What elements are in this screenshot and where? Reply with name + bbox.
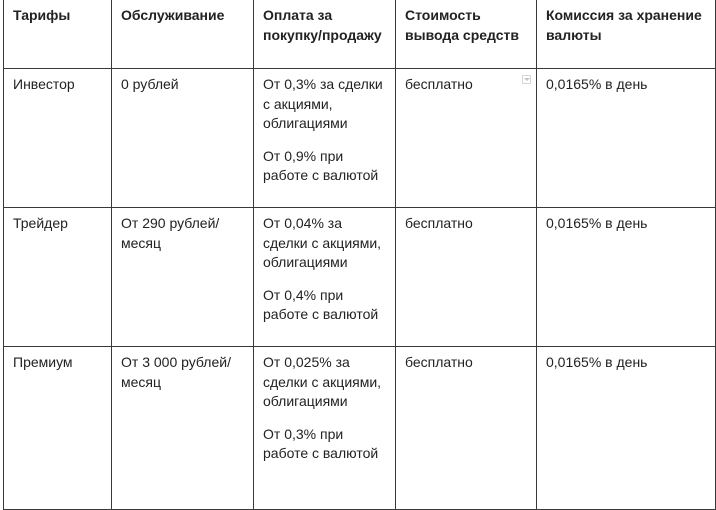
- cell-currency-storage: 0,0165% в день: [537, 347, 716, 510]
- cell-tariff: Премиум: [4, 347, 112, 510]
- cell-trade-fee: [254, 208, 396, 347]
- trade-fee-currency: От 0,4% при работе с валютой: [263, 286, 379, 322]
- trade-fee-currency: От 0,3% при работе с валютой: [263, 425, 379, 461]
- header-withdrawal: Стоимость вывода средств: [396, 0, 537, 69]
- cell-currency-storage: 0,0165% в день: [537, 69, 716, 208]
- trade-fee-stocks: От 0,04% за сделки с акциями, облигациями: [263, 215, 382, 270]
- header-tariffs: Тарифы: [4, 0, 112, 69]
- cell-withdrawal: [396, 69, 537, 208]
- header-trade-fee: Оплата за покупку/продажу: [254, 0, 396, 69]
- cell-currency-storage: 0,0165% в день: [537, 208, 716, 347]
- trade-fee-stocks: От 0,3% за сделки с акциями, облигациями: [263, 76, 383, 131]
- chevron-down-icon[interactable]: [522, 75, 531, 84]
- cell-tariff: Инвестор: [4, 69, 112, 208]
- tariffs-table: [3, 0, 716, 510]
- header-currency-storage: Комиссия за хранение валюты: [537, 0, 716, 69]
- table-header-row: [4, 0, 716, 69]
- withdrawal-value: бесплатно: [405, 76, 473, 92]
- cell-service: От 290 рублей/месяц: [112, 208, 254, 347]
- cell-service: 0 рублей: [112, 69, 254, 208]
- table-row-investor: [4, 69, 716, 208]
- cell-trade-fee: [254, 69, 396, 208]
- cell-withdrawal: бесплатно: [396, 347, 537, 510]
- cell-trade-fee: [254, 347, 396, 510]
- cell-tariff: Трейдер: [4, 208, 112, 347]
- trade-fee-currency: От 0,9% при работе с валютой: [263, 147, 379, 183]
- cell-withdrawal: бесплатно: [396, 208, 537, 347]
- trade-fee-stocks: От 0,025% за сделки с акциями, облигациями: [263, 354, 382, 409]
- table-row-trader: [4, 208, 716, 347]
- table-row-premium: [4, 347, 716, 510]
- cell-service: От 3 000 рублей/месяц: [112, 347, 254, 510]
- header-service: Обслуживание: [112, 0, 254, 69]
